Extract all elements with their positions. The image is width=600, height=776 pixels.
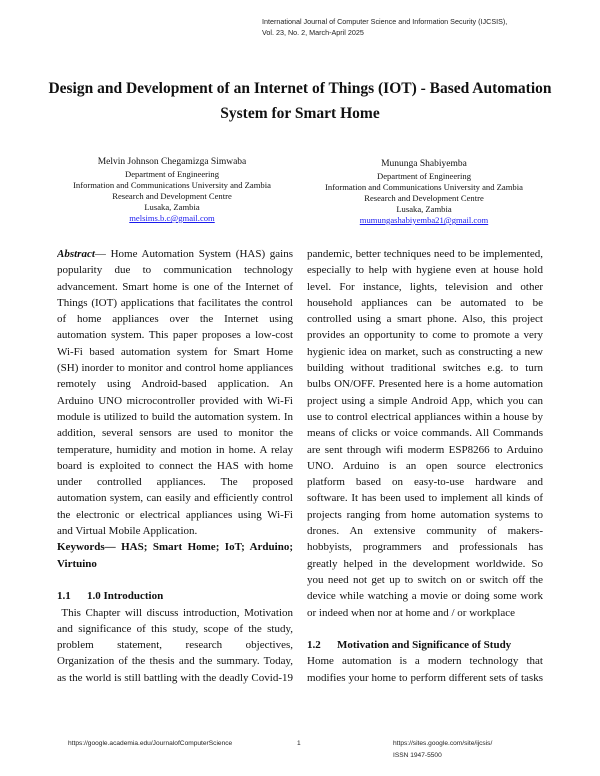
author-location: Lusaka, Zambia (396, 204, 452, 214)
paragraph-line: Home automation is a modern technology that (307, 655, 543, 668)
paragraph-line: device while watching a movie or doing some work (307, 590, 543, 603)
journal-name: International Journal of Computer Science and Information Security (IJCSIS), (262, 17, 508, 26)
author-centre: Research and Development Centre (112, 191, 232, 201)
paragraph-line: or indeed when nor at home and / or workplace (307, 606, 516, 619)
abstract-line: temperature, humidity and motion in home. A relay (57, 443, 293, 456)
keywords (57, 539, 293, 572)
author-university: Information and Communications University and Zambia (73, 180, 271, 190)
journal-issue: Vol. 23, No. 2, March-April 2025 (262, 28, 364, 37)
abstract-line: addition, several sensors are used to monitor the (57, 427, 293, 440)
page-number: 1 (297, 740, 301, 747)
abstract-line: under controlled appliances. The proposed (57, 476, 293, 489)
author-name: Mununga Shabiyemba (381, 159, 467, 169)
author-2 (304, 158, 544, 226)
section-number: 1.1 (57, 590, 71, 603)
abstract-line: Wi-Fi based automation system for Smart Home (57, 345, 293, 358)
author-name: Melvin Johnson Chegamizga Simwaba (97, 157, 247, 167)
paragraph-line: project using a simple Android App, which you can (307, 394, 543, 407)
right-column (307, 246, 543, 686)
keywords-line: Keywords— HAS; Smart Home; IoT; Arduino; (57, 541, 293, 554)
section-title: Motivation and Significance of Study (337, 639, 512, 652)
paragraph-line: hobbyists, programmers and professionals has (307, 541, 543, 554)
paragraph-line: projects ranging from home automation systems to (307, 508, 543, 521)
footer-left-url: https://google.academia.edu/JournalofComputerScience (68, 740, 233, 747)
paragraph-line: pandemic, better techniques need to be implemented, (307, 248, 543, 260)
paragraph-line: drones. An extensive community of makers- (307, 525, 543, 538)
paragraph-line: use to control electrical appliances within a house by (307, 410, 543, 423)
abstract-line: of home appliances over the Internet using (57, 313, 293, 326)
abstract-line: (SH) inorder to monitor and control home appliances (57, 362, 293, 375)
paragraph-line: greatly helped in the development worldwide. So (307, 557, 543, 570)
abstract-line: automation system, can easily and efficiently control (57, 492, 293, 505)
author-department: Department of Engineering (376, 171, 472, 181)
title-line-1: Design and Development of an Internet of Things (IOT) - Based Automation (48, 80, 552, 97)
paper-title (40, 76, 560, 126)
abstract-line: the electronic or electrical appliances using Wi-Fi (57, 508, 293, 521)
author-email-link[interactable]: mumungashabiyemba21@gmail.com (359, 215, 489, 225)
abstract-label: Abstract (57, 248, 95, 260)
paragraph-line: you need not get up to switch on or switch off the (307, 573, 543, 586)
section-title: 1.0 Introduction (87, 590, 164, 603)
paragraph-line: means of clicks or voice commands. All Commands (307, 427, 543, 440)
paragraph-line: bulbs ON/OFF. Presented here is a home automation (307, 378, 543, 391)
abstract-line: and Virtual Mobile Application. (57, 525, 198, 538)
author-location: Lusaka, Zambia (144, 202, 200, 212)
paragraph-line: especially to help with hygiene even at house hold (307, 264, 543, 277)
introduction-continued (307, 246, 543, 621)
author-department: Department of Engineering (124, 169, 220, 179)
author-1 (52, 156, 292, 224)
author-centre: Research and Development Centre (364, 193, 484, 203)
abstract-line: automation system. This paper proposes a low-cost (57, 329, 293, 342)
paragraph-line: building without traditional switches e.g. to turn (307, 362, 543, 375)
paragraph-line: Organization of the thesis and the summary. Today, (57, 655, 293, 668)
footer-right-url: https://sites.google.com/site/ijcsis/ (393, 740, 493, 747)
abstract-line: Arduino UNO microcontroller provided with Wi-Fi (57, 394, 293, 407)
paragraph-line: level. For instance, lights, television and other (307, 280, 543, 293)
paragraph-line: provides an opportunity to come to promote a very (307, 329, 543, 342)
left-column (57, 246, 293, 686)
abstract (57, 246, 293, 539)
paragraph-line: and significance of this study, scope of the study, (57, 622, 293, 635)
journal-header (262, 16, 507, 38)
section-heading-1-1 (57, 588, 293, 604)
abstract-line: remotely using Android-based application. An (57, 378, 293, 391)
section-heading-1-2 (307, 637, 543, 653)
abstract-line: advancement. Smart home is one of the Internet of (57, 280, 293, 293)
paragraph-line: as the world is still battling with the deadly Covid-19 (57, 671, 293, 684)
issn: ISSN 1947-5500 (393, 752, 442, 759)
introduction-paragraph (57, 605, 293, 686)
keywords-line: Virtuino (57, 557, 97, 570)
abstract-line: — Home Automation System (HAS) gains (94, 248, 293, 260)
section-number: 1.2 (307, 639, 321, 652)
paragraph-line: problem statement, research objectives, (57, 639, 293, 652)
paragraph-line: This Chapter will discuss introduction, Motivation (57, 606, 293, 619)
author-university: Information and Communications University and Zambia (325, 182, 523, 192)
paragraph-line: are sent through wifi moderm ESP8266 to Arduino (307, 443, 543, 456)
paragraph-line: software. It has been used to implement all kinds of (307, 492, 543, 505)
motivation-paragraph (307, 653, 543, 686)
paragraph-line: platform based on easy-to-use hardware and (307, 476, 543, 489)
paragraph-line: modifies your home to perform different sets of tasks (307, 671, 543, 684)
title-line-2: System for Smart Home (220, 105, 380, 122)
paragraph-line: controlled using a smart phone. Also, this project (307, 313, 543, 326)
abstract-line: popularity due to communication technology (57, 264, 293, 277)
paragraph-line: hygienic idea on market, such as constructing a new (307, 345, 543, 358)
paragraph-line: household appliances can be automated to be (307, 296, 543, 309)
abstract-line: module is utilized to build the automation system. In (57, 410, 293, 423)
paragraph-line: UNO. Arduino is an open source electronics (307, 459, 543, 472)
author-email-link[interactable]: melsims.b.c@gmail.com (129, 213, 215, 223)
abstract-line: Things (IOT) applications that facilitates the control (57, 296, 293, 309)
footer-right (393, 738, 492, 762)
abstract-line: board is exploited to connect the HAS with home (57, 459, 293, 472)
